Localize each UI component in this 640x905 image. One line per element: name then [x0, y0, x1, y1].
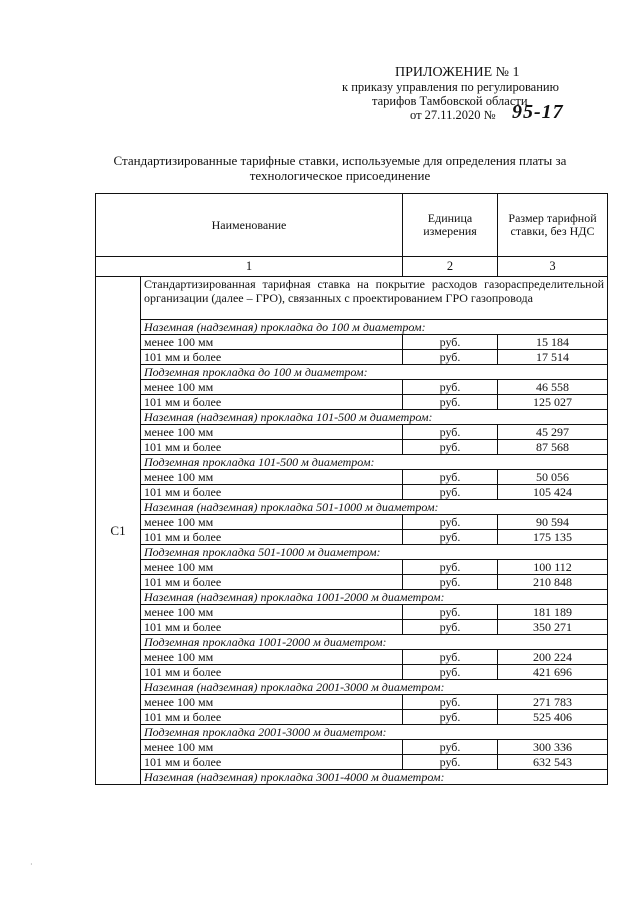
- rate-value: 105 424: [498, 485, 608, 500]
- diameter-label: менее 100 мм: [141, 425, 403, 440]
- authority-line: тарифов Тамбовской области: [372, 94, 528, 108]
- unit-cell: руб.: [403, 350, 498, 365]
- diameter-label: 101 мм и более: [141, 395, 403, 410]
- diameter-label: менее 100 мм: [141, 560, 403, 575]
- table-row: [96, 665, 608, 680]
- rate-value: 87 568: [498, 440, 608, 455]
- description-row: [96, 277, 608, 320]
- unit-cell: руб.: [403, 485, 498, 500]
- table-row: [96, 620, 608, 635]
- table-row: [96, 485, 608, 500]
- column-number-2: 2: [403, 257, 498, 277]
- section-row: [96, 635, 608, 650]
- unit-cell: руб.: [403, 560, 498, 575]
- table-row: [96, 380, 608, 395]
- rate-value: 525 406: [498, 710, 608, 725]
- unit-cell: руб.: [403, 440, 498, 455]
- rate-value: 632 543: [498, 755, 608, 770]
- unit-cell: руб.: [403, 695, 498, 710]
- rate-value: 46 558: [498, 380, 608, 395]
- diameter-label: менее 100 мм: [141, 380, 403, 395]
- diameter-label: менее 100 мм: [141, 740, 403, 755]
- table-row: [96, 395, 608, 410]
- unit-cell: руб.: [403, 620, 498, 635]
- unit-cell: руб.: [403, 575, 498, 590]
- section-title: Подземная прокладка 501-1000 м диаметром:: [141, 545, 608, 560]
- diameter-label: 101 мм и более: [141, 755, 403, 770]
- diameter-label: менее 100 мм: [141, 515, 403, 530]
- unit-cell: руб.: [403, 650, 498, 665]
- table-row: [96, 515, 608, 530]
- section-row: [96, 770, 608, 785]
- table-row: [96, 605, 608, 620]
- section-row: [96, 410, 608, 425]
- unit-cell: руб.: [403, 335, 498, 350]
- rate-description: Стандартизированная тарифная ставка на покрытие расходов газораспределительной организации (далее – ГРО), связанных с проектированием ГРО газопровода: [141, 277, 608, 320]
- handwritten-order-number: 95-17: [512, 101, 564, 123]
- column-number-3: 3: [498, 257, 608, 277]
- scan-speck: ·: [30, 860, 33, 869]
- section-row: [96, 500, 608, 515]
- diameter-label: 101 мм и более: [141, 710, 403, 725]
- diameter-label: 101 мм и более: [141, 530, 403, 545]
- section-title: Наземная (надземная) прокладка 2001-3000 м диаметром:: [141, 680, 608, 695]
- diameter-label: менее 100 мм: [141, 605, 403, 620]
- diameter-label: 101 мм и более: [141, 620, 403, 635]
- unit-cell: руб.: [403, 740, 498, 755]
- rate-value: 300 336: [498, 740, 608, 755]
- section-title: Наземная (надземная) прокладка 501-1000 м диаметром:: [141, 500, 608, 515]
- table-row: [96, 755, 608, 770]
- header-unit: Единица измерения: [403, 194, 498, 257]
- table-row: [96, 335, 608, 350]
- section-row: [96, 455, 608, 470]
- tariff-table: [95, 193, 608, 785]
- section-title: Подземная прокладка 101-500 м диаметром:: [141, 455, 608, 470]
- unit-cell: руб.: [403, 605, 498, 620]
- table-row: [96, 740, 608, 755]
- unit-cell: руб.: [403, 710, 498, 725]
- diameter-label: менее 100 мм: [141, 470, 403, 485]
- table-row: [96, 695, 608, 710]
- section-row: [96, 320, 608, 335]
- diameter-label: 101 мм и более: [141, 485, 403, 500]
- table-row: [96, 350, 608, 365]
- rate-value: 175 135: [498, 530, 608, 545]
- table-row: [96, 470, 608, 485]
- section-row: [96, 365, 608, 380]
- header-rate: Размер тарифной ставки, без НДС: [498, 194, 608, 257]
- rate-value: 421 696: [498, 665, 608, 680]
- document-title-line1: Стандартизированные тарифные ставки, используемые для определения платы за: [113, 153, 567, 168]
- table-row: [96, 650, 608, 665]
- section-row: [96, 680, 608, 695]
- unit-cell: руб.: [403, 425, 498, 440]
- section-title: Наземная (надземная) прокладка 101-500 м диаметром:: [141, 410, 608, 425]
- rate-value: 181 189: [498, 605, 608, 620]
- section-title: Подземная прокладка 1001-2000 м диаметром:: [141, 635, 608, 650]
- diameter-label: 101 мм и более: [141, 575, 403, 590]
- rate-value: 15 184: [498, 335, 608, 350]
- document-title-line2: технологическое присоединение: [249, 168, 431, 183]
- header-name: Наименование: [96, 194, 403, 257]
- section-title: Наземная (надземная) прокладка 1001-2000 м диаметром:: [141, 590, 608, 605]
- rate-value: 200 224: [498, 650, 608, 665]
- unit-cell: руб.: [403, 380, 498, 395]
- rate-value: 125 027: [498, 395, 608, 410]
- rate-value: 17 514: [498, 350, 608, 365]
- table-header-row: [96, 194, 608, 257]
- rate-value: 45 297: [498, 425, 608, 440]
- section-title: Подземная прокладка 2001-3000 м диаметром:: [141, 725, 608, 740]
- section-row: [96, 590, 608, 605]
- table-row: [96, 710, 608, 725]
- section-title: Наземная (надземная) прокладка до 100 м диаметром:: [141, 320, 608, 335]
- table-row: [96, 560, 608, 575]
- rate-value: 350 271: [498, 620, 608, 635]
- table-row: [96, 425, 608, 440]
- table-row: [96, 575, 608, 590]
- column-number-row: [96, 257, 608, 277]
- unit-cell: руб.: [403, 755, 498, 770]
- unit-cell: руб.: [403, 470, 498, 485]
- diameter-label: 101 мм и более: [141, 665, 403, 680]
- diameter-label: менее 100 мм: [141, 650, 403, 665]
- column-number-1: 1: [96, 257, 403, 277]
- rate-value: 271 783: [498, 695, 608, 710]
- section-title: Наземная (надземная) прокладка 3001-4000 м диаметром:: [141, 770, 608, 785]
- section-row: [96, 725, 608, 740]
- diameter-label: менее 100 мм: [141, 335, 403, 350]
- diameter-label: 101 мм и более: [141, 440, 403, 455]
- order-reference-line: к приказу управления по регулированию: [342, 80, 559, 94]
- rate-code: С1: [96, 277, 141, 785]
- rate-value: 210 848: [498, 575, 608, 590]
- rate-value: 50 056: [498, 470, 608, 485]
- appendix-title: ПРИЛОЖЕНИЕ № 1: [395, 65, 520, 80]
- unit-cell: руб.: [403, 395, 498, 410]
- diameter-label: менее 100 мм: [141, 695, 403, 710]
- rate-value: 90 594: [498, 515, 608, 530]
- unit-cell: руб.: [403, 515, 498, 530]
- diameter-label: 101 мм и более: [141, 350, 403, 365]
- section-title: Подземная прокладка до 100 м диаметром:: [141, 365, 608, 380]
- order-date-line: от 27.11.2020 №: [410, 108, 496, 122]
- table-row: [96, 530, 608, 545]
- rate-value: 100 112: [498, 560, 608, 575]
- unit-cell: руб.: [403, 530, 498, 545]
- section-row: [96, 545, 608, 560]
- table-row: [96, 440, 608, 455]
- unit-cell: руб.: [403, 665, 498, 680]
